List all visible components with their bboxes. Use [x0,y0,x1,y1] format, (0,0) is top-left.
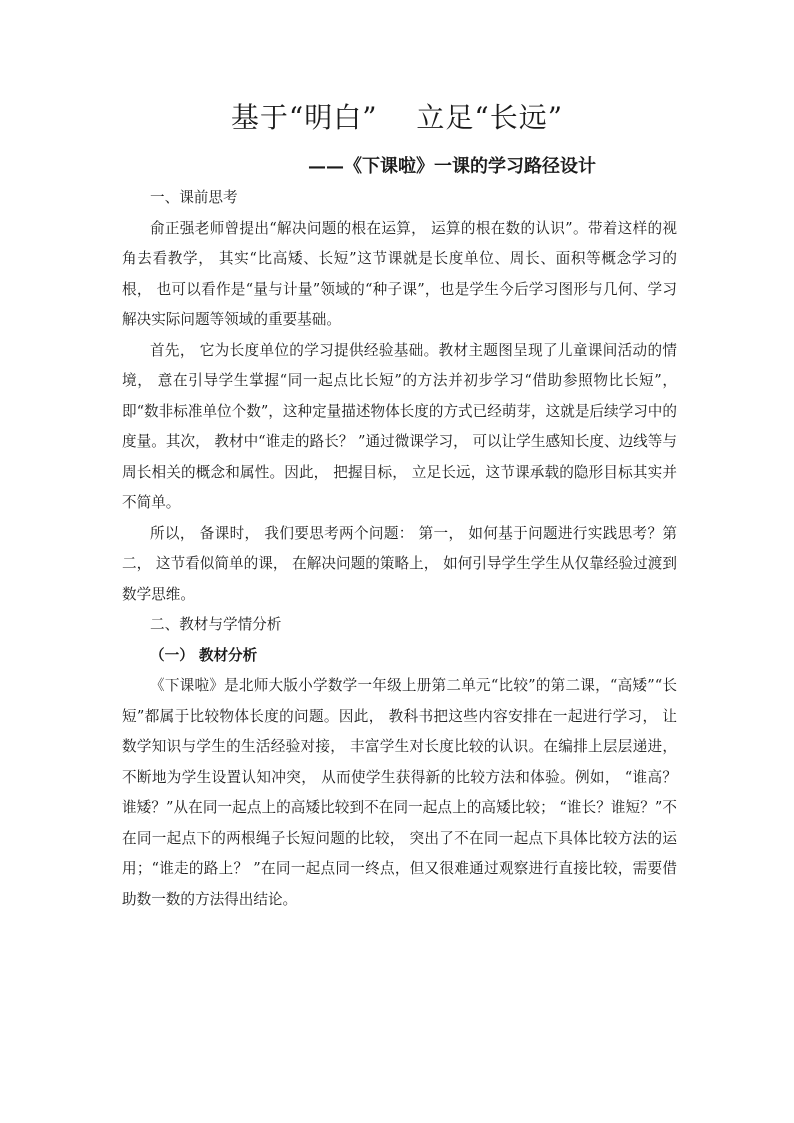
document-subtitle: ——《下课啦》一课的学习路径设计 [308,156,596,177]
paragraph: 俞正强老师曾提出“解决问题的根在运算， 运算的根在数的认识”。带着这样的视角去看教学， 其实“比高矮、长短”这节课就是长度单位、周长、面积等概念学习的根， 也可以看作是“量与计量”领域的“种子课”，也是学生今后学习图形与几何、学习解决实际问题等领域的重要基础。 [122,219,677,328]
paragraph: 《下课啦》是北师大版小学数学一年级上册第二单元“比较”的第二课，“高矮”“长短”都属于比较物体长度的问题。因此， 教科书把这些内容安排在一起进行学习， 让数学知识与学生的生活经验对接， 丰富学生对长度比较的认识。在编排上层层递进， 不断地为学生设置认知冲突， 从而使学生获得新的比较方法和体验。例如， “谁高？谁矮？”从在同一起点上的高矮比较到不在同一起点上的高矮比较； “谁长？谁短？”不在同一起点下的两根绳子长短问题的比较， 突出了不在同一起点下具体比较方法的运用；“谁走的路上？ ”在同一起点同一终点，但又很难通过观察进行直接比较，需要借助数一数的方法得出结论。 [122,677,677,908]
subsection-heading-textbook-analysis: （一） 教材分析 [150,646,258,664]
paragraph: 首先， 它为长度单位的学习提供经验基础。教材主题图呈现了儿童课间活动的情境， 意在引导学生掌握“同一起点比长短”的方法并初步学习“借助参照物比长短”，即“数非标准单位个数”，这种定量描述物体长度的方式已经萌芽，这就是后续学习中的度量。其次， 教材中“谁走的路长？ ”通过微课学习， 可以让学生感知长度、边线等与周长相关的概念和属性。因此， 把握目标， 立足长远，这节课承载的隐形目标其实并不简单。 [122,341,677,511]
paragraph: 所以， 备课时， 我们要思考两个问题： 第一， 如何基于问题进行实践思考？第二， 这节看似简单的课， 在解决问题的策略上， 如何引导学生学生从仅靠经验过渡到数学思维。 [122,524,677,603]
section-heading-pre-class-thinking: 一、课前思考 [150,189,238,206]
document-body [122,183,677,915]
document-title: 基于“明白” 立足“长远” [230,101,564,134]
section-heading-material-analysis: 二、教材与学情分析 [150,616,282,633]
